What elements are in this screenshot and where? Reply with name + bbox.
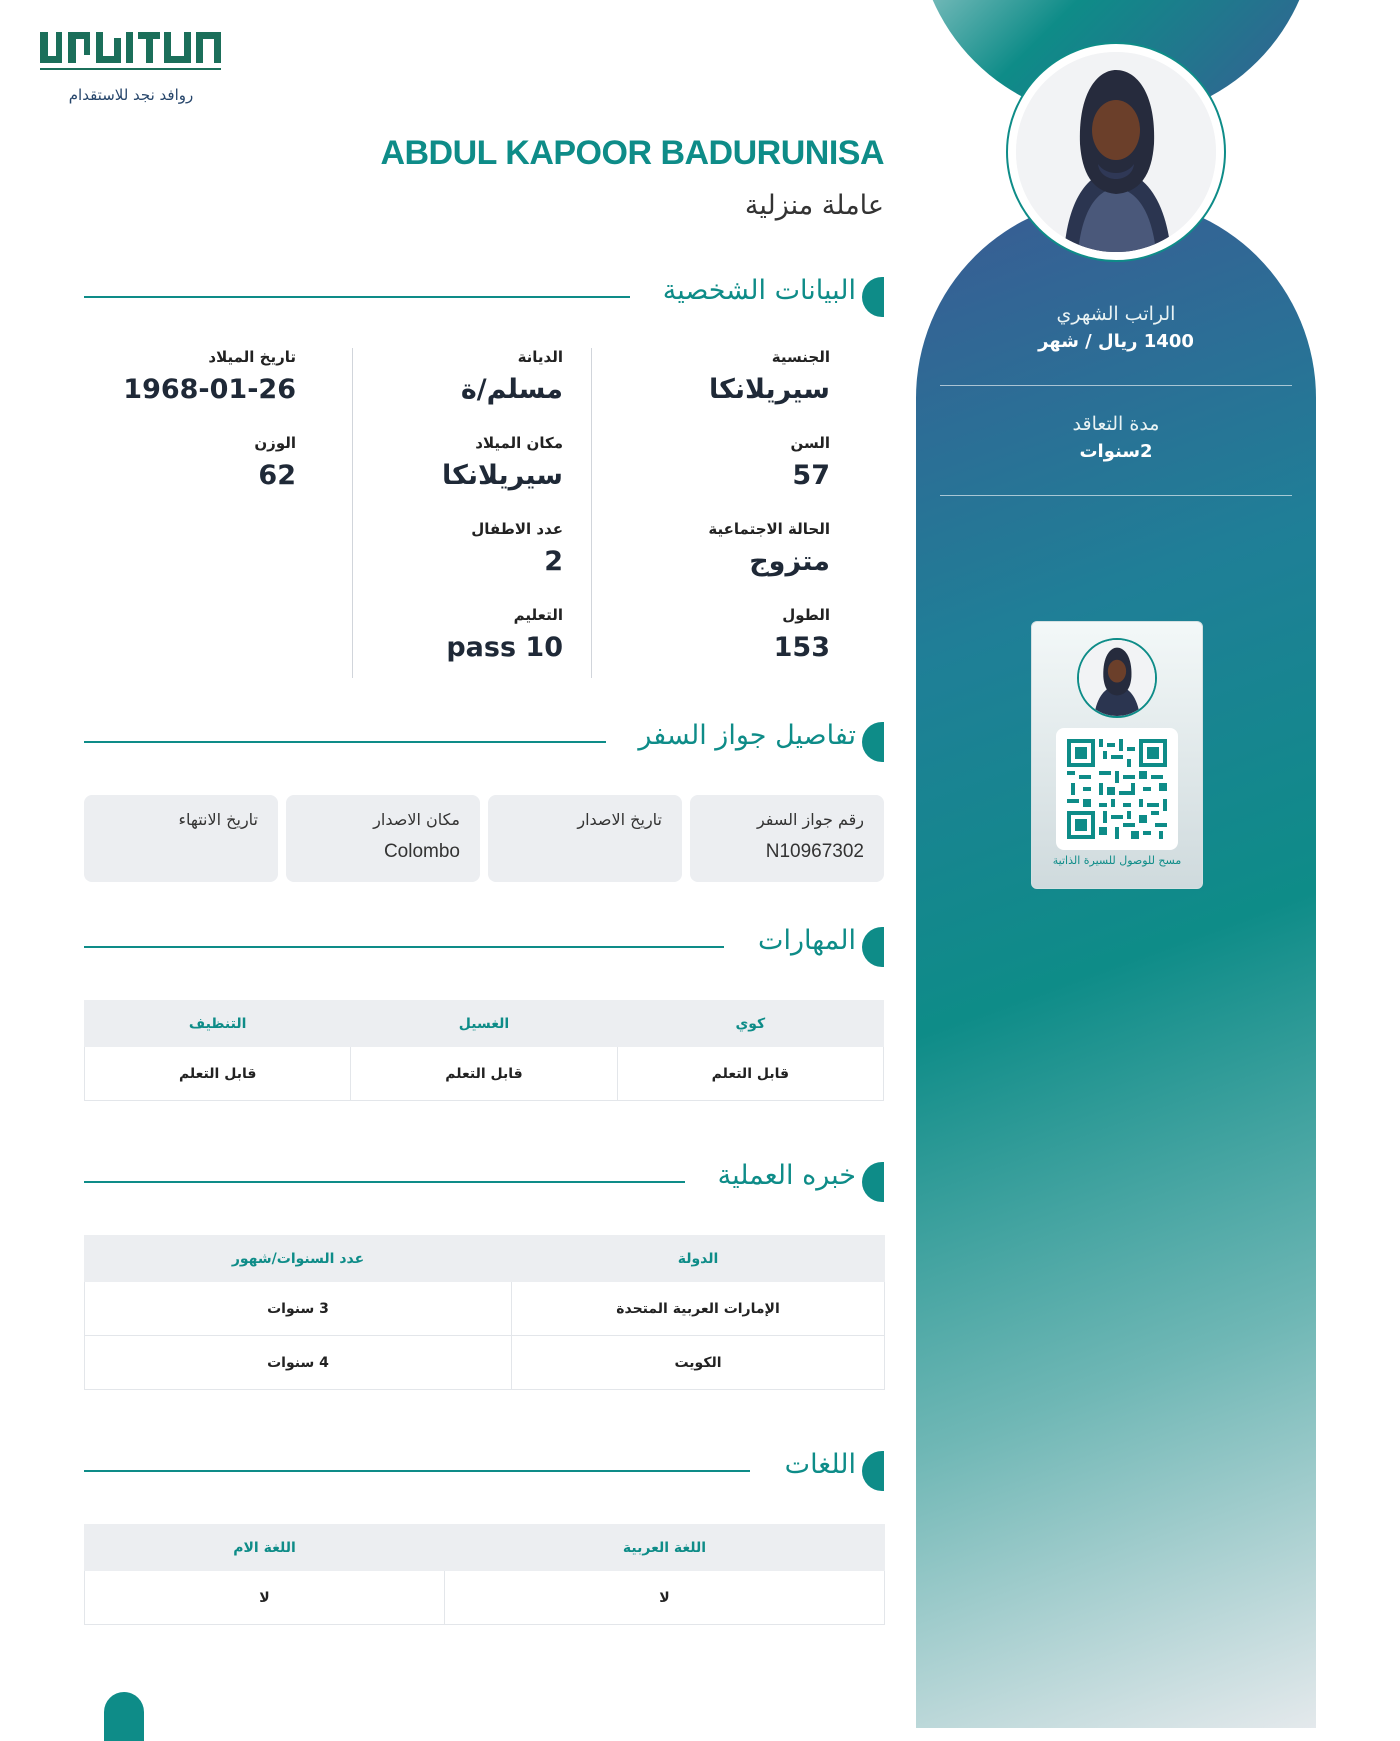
field-education xyxy=(353,606,591,692)
table-cell: قابل التعلم xyxy=(351,1047,617,1101)
table-cell: الكويت xyxy=(512,1336,885,1390)
candidate-name: ABDUL KAPOOR BADURUNISA xyxy=(380,134,884,172)
contract-label: مدة التعاقد xyxy=(1072,413,1160,435)
logo-mark-icon xyxy=(36,28,226,76)
skills-table xyxy=(84,1000,884,1101)
table-cell: لا xyxy=(445,1571,885,1625)
table-cell: 4 سنوات xyxy=(85,1336,512,1390)
section-rule xyxy=(84,296,630,298)
section-title-experience xyxy=(84,1160,884,1204)
table-cell: لا xyxy=(85,1571,445,1625)
field-label: الجنسية xyxy=(771,348,830,366)
experience-table xyxy=(84,1235,885,1390)
table-header-row xyxy=(85,1236,885,1282)
field-value: pass 10 xyxy=(446,632,563,663)
company-logo xyxy=(36,28,226,104)
page-decoration-tab xyxy=(104,1692,144,1741)
table-row xyxy=(85,1047,884,1101)
table-header: كوي xyxy=(617,1001,883,1047)
table-header: الدولة xyxy=(512,1236,885,1282)
field-label: مكان الميلاد xyxy=(475,434,563,452)
field-label: الديانة xyxy=(517,348,563,366)
passport-issue-place-value: Colombo xyxy=(383,841,460,862)
personal-column-1 xyxy=(618,348,858,678)
logo-subtitle: روافد نجد للاستقدام xyxy=(68,86,194,104)
field-value: مسلم/ة xyxy=(460,374,563,405)
table-header: اللغة الام xyxy=(85,1525,445,1571)
section-title-passport xyxy=(84,720,884,764)
qr-avatar xyxy=(1077,638,1157,718)
person-portrait-icon xyxy=(1016,52,1216,252)
table-cell: قابل التعلم xyxy=(85,1047,351,1101)
section-title-text: البيانات الشخصية xyxy=(662,275,856,306)
field-value: متزوج xyxy=(749,546,830,577)
section-title-skills xyxy=(84,925,884,969)
table-header: التنظيف xyxy=(85,1001,351,1047)
table-header-row xyxy=(85,1001,884,1047)
field-label: التعليم xyxy=(513,606,563,624)
section-tab xyxy=(862,277,884,317)
section-rule xyxy=(84,1470,750,1472)
salary-block xyxy=(940,303,1292,352)
table-row xyxy=(85,1571,885,1625)
field-value: 153 xyxy=(773,632,830,663)
passport-issue-place-card xyxy=(286,795,480,882)
passport-expiry-label: تاريخ الانتهاء xyxy=(178,810,258,829)
qr-code-icon xyxy=(1067,739,1167,839)
passport-issue-date-label: تاريخ الاصدار xyxy=(577,810,662,829)
section-tab xyxy=(862,927,884,967)
passport-expiry-card xyxy=(84,795,278,882)
field-children xyxy=(353,520,591,606)
passport-issue-place-label: مكان الاصدار xyxy=(373,810,460,829)
field-marital-status xyxy=(618,520,858,606)
field-height xyxy=(618,606,858,692)
section-rule xyxy=(84,946,724,948)
section-title-text: تفاصيل جواز السفر xyxy=(638,720,856,751)
field-value: 62 xyxy=(258,460,296,491)
job-title: عاملة منزلية xyxy=(744,190,884,221)
languages-table xyxy=(84,1524,885,1625)
sidebar-divider xyxy=(940,385,1292,386)
field-value: 1968-01-26 xyxy=(123,374,296,405)
qr-card[interactable] xyxy=(1031,621,1203,889)
field-label: تاريخ الميلاد xyxy=(208,348,296,366)
passport-number-label: رقم جواز السفر xyxy=(756,810,864,829)
section-title-personal xyxy=(84,275,884,319)
table-header: الغسيل xyxy=(351,1001,617,1047)
salary-label: الراتب الشهري xyxy=(1056,303,1176,325)
personal-column-2 xyxy=(352,348,592,678)
field-label: الوزن xyxy=(254,434,296,452)
section-tab xyxy=(862,722,884,762)
section-title-text: المهارات xyxy=(758,925,856,956)
field-birthplace xyxy=(353,434,591,520)
contract-value: 2سنوات xyxy=(1079,441,1153,462)
field-value: 57 xyxy=(792,460,830,491)
field-weight xyxy=(84,434,324,520)
profile-photo xyxy=(1016,52,1216,252)
section-title-text: اللغات xyxy=(784,1449,856,1480)
qr-code[interactable] xyxy=(1056,728,1178,850)
field-label: السن xyxy=(790,434,830,452)
field-label: الحالة الاجتماعية xyxy=(708,520,830,538)
salary-value: 1400 ريال / شهر xyxy=(1038,331,1194,352)
field-birthdate xyxy=(84,348,324,434)
table-header-row xyxy=(85,1525,885,1571)
section-rule xyxy=(84,1181,685,1183)
table-cell: قابل التعلم xyxy=(617,1047,883,1101)
passport-issue-date-card xyxy=(488,795,682,882)
sidebar-divider xyxy=(940,495,1292,496)
section-tab xyxy=(862,1162,884,1202)
section-title-languages xyxy=(84,1449,884,1493)
field-value: 2 xyxy=(544,546,563,577)
table-cell: 3 سنوات xyxy=(85,1282,512,1336)
table-header: اللغة العربية xyxy=(445,1525,885,1571)
person-portrait-icon xyxy=(1079,640,1155,716)
section-title-text: خبره العملية xyxy=(717,1160,856,1191)
table-row xyxy=(85,1282,885,1336)
field-label: عدد الاطفال xyxy=(471,520,563,538)
table-cell: الإمارات العربية المتحدة xyxy=(512,1282,885,1336)
field-age xyxy=(618,434,858,520)
contract-block xyxy=(940,413,1292,462)
field-value: سيريلانكا xyxy=(442,460,563,491)
table-row xyxy=(85,1336,885,1390)
qr-caption: مسح للوصول للسيرة الذاتية xyxy=(1052,854,1182,867)
section-tab xyxy=(862,1451,884,1491)
field-nationality xyxy=(618,348,858,434)
passport-number-card xyxy=(690,795,884,882)
section-rule xyxy=(84,741,606,743)
table-header: عدد السنوات/شهور xyxy=(85,1236,512,1282)
field-label: الطول xyxy=(782,606,830,624)
personal-column-3 xyxy=(84,348,324,678)
field-value: سيريلانكا xyxy=(709,374,830,405)
field-religion xyxy=(353,348,591,434)
passport-number-value: N10967302 xyxy=(765,841,864,862)
